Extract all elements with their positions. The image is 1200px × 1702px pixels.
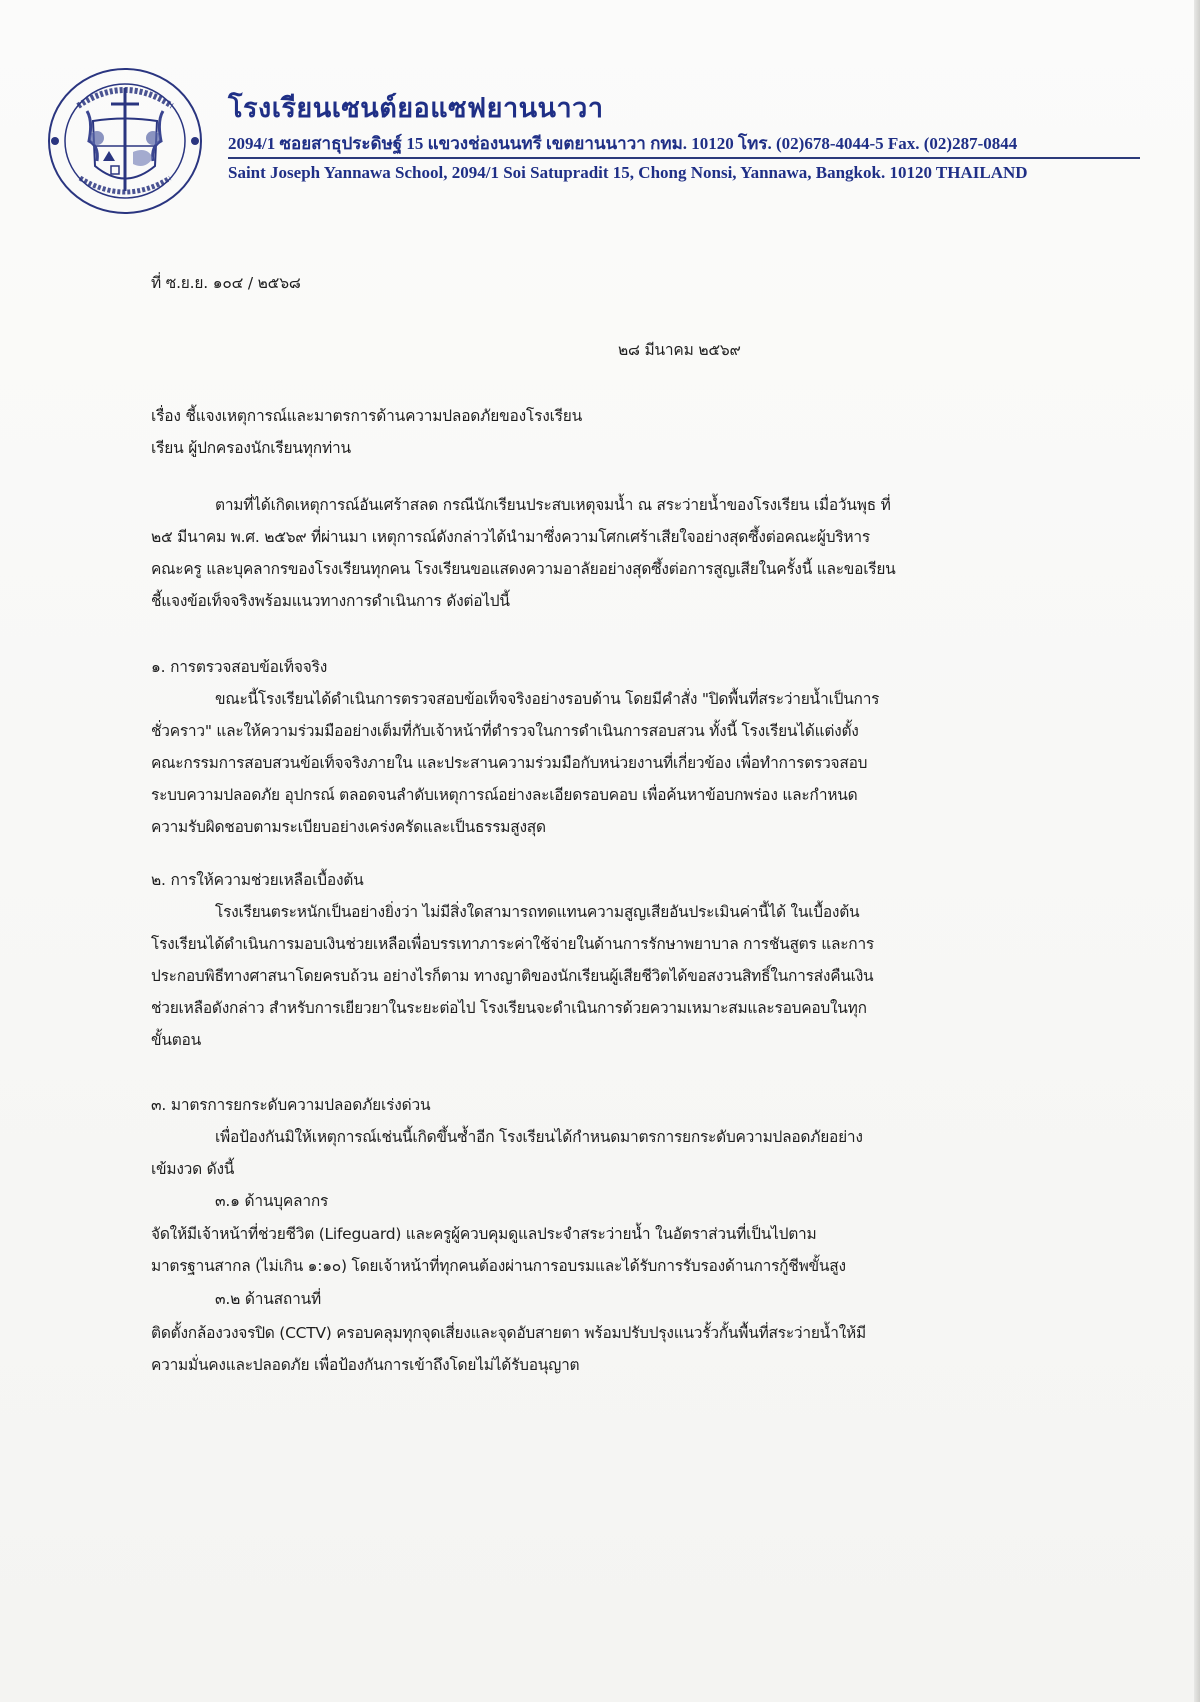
subsection-3-1-line: จัดให้มีเจ้าหน้าที่ช่วยชีวิต (Lifeguard) และครูผู้ควบคุมดูแลประจำสระว่ายน้ำ ในอัตราส่วนที่เป็นไปตาม — [151, 1225, 817, 1243]
subsection-3-2-line: ความมั่นคงและปลอดภัย เพื่อป้องกันการเข้าถึงโดยไม่ได้รับอนุญาต — [151, 1356, 580, 1374]
subsection-3-1-line: มาตรฐานสากล (ไม่เกิน ๑:๑๐) โดยเจ้าหน้าที่ทุกคนต้องผ่านการอบรมและได้รับการรับรองด้านการกู้ชีพขั้นสูง — [151, 1257, 846, 1275]
subsection-3-1-heading: ๓.๑ ด้านบุคลากร — [215, 1192, 329, 1210]
letter-recipient: เรียน ผู้ปกครองนักเรียนทุกท่าน — [151, 439, 351, 457]
section-1-line: ขณะนี้โรงเรียนได้ดำเนินการตรวจสอบข้อเท็จจริงอย่างรอบด้าน โดยมีคำสั่ง "ปิดพื้นที่สระว่ายน้ำเป็นการ — [215, 690, 880, 708]
intro-line: ชี้แจงข้อเท็จจริงพร้อมแนวทางการดำเนินการ ดังต่อไปนี้ — [151, 592, 510, 610]
intro-line: ๒๕ มีนาคม พ.ศ. ๒๕๖๙ ที่ผ่านมา เหตุการณ์ดังกล่าวได้นำมาซึ่งความโศกเศร้าเสียใจอย่างสุดซึ้งต่อคณะผู้บริหาร — [151, 528, 870, 546]
section-2-line: โรงเรียนตระหนักเป็นอย่างยิ่งว่า ไม่มีสิ่งใดสามารถทดแทนความสูญเสียอันประเมินค่านี้ได้ ในเบื้องต้น — [215, 903, 860, 921]
school-name-thai: โรงเรียนเซนต์ยอแซฟยานนาวา — [228, 93, 604, 124]
section-1-line: ชั่วคราว" และให้ความร่วมมืออย่างเต็มที่กับเจ้าหน้าที่ตำรวจในการดำเนินการสอบสวน ทั้งนี้ โรงเรียนได้แต่งตั้ง — [151, 722, 859, 740]
section-2-heading: ๒. การให้ความช่วยเหลือเบื้องต้น — [151, 871, 364, 889]
section-1-line: คณะกรรมการสอบสวนข้อเท็จจริงภายใน และประสานความร่วมมือกับหน่วยงานที่เกี่ยวข้อง เพื่อทำการตรวจสอบ — [151, 754, 868, 772]
school-address-thai: 2094/1 ซอยสาธุประดิษฐ์ 15 แขวงช่องนนทรี เขตยานนาวา กทม. 10120 โทร. (02)678-4044-5 Fax. (02)287-0844 — [228, 134, 1018, 153]
intro-line: คณะครู และบุคลากรของโรงเรียนทุกคน โรงเรียนขอแสดงความอาลัยอย่างสุดซึ้งต่อการสูญเสียในครั้งนี้ และขอเรียน — [151, 560, 896, 578]
school-address-english: Saint Joseph Yannawa School, 2094/1 Soi Satupradit 15, Chong Nonsi, Yannawa, Bangkok. 10120 THAILAND — [228, 163, 1028, 182]
section-1-line: ความรับผิดชอบตามระเบียบอย่างเคร่งครัดและเป็นธรรมสูงสุด — [151, 818, 546, 836]
section-1-heading: ๑. การตรวจสอบข้อเท็จจริง — [151, 658, 328, 676]
letterhead-divider — [228, 157, 1140, 159]
letter-subject: เรื่อง ชี้แจงเหตุการณ์และมาตรการด้านความปลอดภัยของโรงเรียน — [151, 407, 583, 425]
subsection-3-2-heading: ๓.๒ ด้านสถานที่ — [215, 1290, 321, 1308]
section-2-line: ประกอบพิธีทางศาสนาโดยครบถ้วน อย่างไรก็ตาม ทางญาติของนักเรียนผู้เสียชีวิตได้ขอสงวนสิทธิ์ในการส่งคืนเงิน — [151, 967, 874, 985]
section-3-line: เข้มงวด ดังนี้ — [151, 1160, 235, 1178]
section-2-line: โรงเรียนได้ดำเนินการมอบเงินช่วยเหลือเพื่อบรรเทาภาระค่าใช้จ่ายในด้านการรักษาพยาบาล การชันสูตร และการ — [151, 935, 874, 953]
subsection-3-2-line: ติดตั้งกล้องวงจรปิด (CCTV) ครอบคลุมทุกจุดเสี่ยงและจุดอับสายตา พร้อมปรับปรุงแนวรั้วกั้นพื้นที่สระว่ายน้ำให้มี — [151, 1324, 866, 1342]
section-1-line: ระบบความปลอดภัย อุปกรณ์ ตลอดจนลำดับเหตุการณ์อย่างละเอียดรอบคอบ เพื่อค้นหาข้อบกพร่อง และกำหนด — [151, 786, 858, 804]
section-3-heading: ๓. มาตรการยกระดับความปลอดภัยเร่งด่วน — [151, 1096, 431, 1114]
school-crest-icon — [45, 66, 205, 216]
letter-date: ๒๘ มีนาคม ๒๕๖๙ — [618, 341, 741, 359]
section-3-line: เพื่อป้องกันมิให้เหตุการณ์เช่นนี้เกิดขึ้นซ้ำอีก โรงเรียนได้กำหนดมาตรการยกระดับความปลอดภัยอย่าง — [215, 1128, 863, 1146]
intro-line: ตามที่ได้เกิดเหตุการณ์อันเศร้าสลด กรณีนักเรียนประสบเหตุจมน้ำ ณ สระว่ายน้ำของโรงเรียน เมื่อวันพุธ ที่ — [215, 496, 891, 514]
reference-number: ที่ ซ.ย.ย. ๑๐๔ / ๒๕๖๘ — [151, 274, 301, 292]
page-edge — [1194, 0, 1200, 1702]
section-2-line: ขั้นตอน — [151, 1031, 201, 1049]
section-2-line: ช่วยเหลือดังกล่าว สำหรับการเยียวยาในระยะต่อไป โรงเรียนจะดำเนินการด้วยความเหมาะสมและรอบคอบในทุก — [151, 999, 867, 1017]
